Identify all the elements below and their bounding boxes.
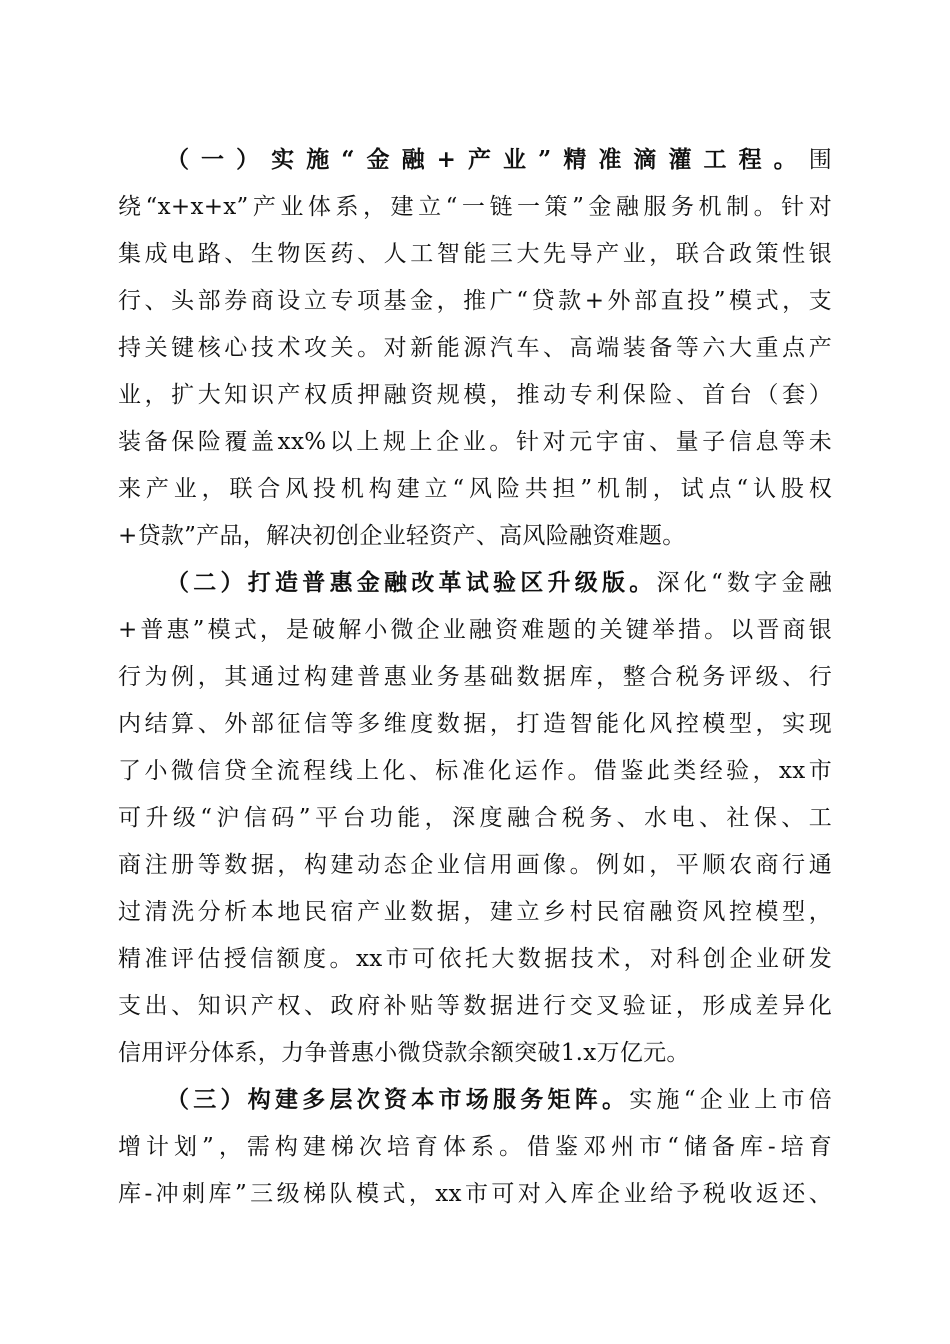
paragraph-line: 信用评分体系，力争普惠小微贷款余额突破1.x万亿元。 (118, 1040, 690, 1066)
paragraph-line: 来产业，联合风投机构建立“风险共担”机制，试点“认股权 (118, 476, 832, 502)
paragraph-line: 库-冲刺库”三级梯队模式，xx市可对入库企业给予税收返还、 (118, 1181, 832, 1207)
paragraph-line: 可升级“沪信码”平台功能，深度融合税务、水电、社保、工 (118, 805, 832, 831)
paragraph-line: 精准评估授信额度。xx市可依托大数据技术，对科创企业研发 (118, 946, 832, 972)
section-heading: （一）实施“金融+产业”精准滴灌工程。 (166, 146, 809, 173)
paragraph-line: （二）打造普惠金融改革试验区升级版。深化“数字金融 (166, 569, 832, 596)
paragraph-line: 集成电路、生物医药、人工智能三大先导产业，联合政策性银 (118, 241, 832, 267)
paragraph-line: 业，扩大知识产权质押融资规模，推动专利保险、首台（套） (118, 382, 832, 408)
paragraph-line: 内结算、外部征信等多维度数据，打造智能化风控模型，实现 (118, 711, 832, 737)
paragraph-line: 商注册等数据，构建动态企业信用画像。例如，平顺农商行通 (118, 852, 832, 878)
paragraph-line: 行、头部券商设立专项基金，推广“贷款+外部直投”模式，支 (118, 288, 832, 314)
paragraph-line: 行为例，其通过构建普惠业务基础数据库，整合税务评级、行 (118, 664, 832, 690)
section-heading: （三）构建多层次资本市场服务矩阵。 (166, 1086, 630, 1113)
paragraph-line: 了小微信贷全流程线上化、标准化运作。借鉴此类经验，xx市 (118, 758, 832, 784)
paragraph-line: 装备保险覆盖xx%以上规上企业。针对元宇宙、量子信息等未 (118, 429, 832, 455)
paragraph-line: （一）实施“金融+产业”精准滴灌工程。围 (166, 146, 832, 173)
paragraph-line: 增计划”，需构建梯次培育体系。借鉴邓州市“储备库-培育 (118, 1134, 832, 1160)
paragraph-line: +贷款”产品，解决初创企业轻资产、高风险融资难题。 (118, 523, 686, 549)
paragraph-line: 过清洗分析本地民宿产业数据，建立乡村民宿融资风控模型， (118, 899, 832, 925)
paragraph-line: 支出、知识产权、政府补贴等数据进行交叉验证，形成差异化 (118, 993, 832, 1019)
paragraph-line: （三）构建多层次资本市场服务矩阵。实施“企业上市倍 (166, 1086, 832, 1113)
section-heading: （二）打造普惠金融改革试验区升级版。 (166, 569, 657, 596)
paragraph-line: 持关键核心技术攻关。对新能源汽车、高端装备等六大重点产 (118, 335, 832, 361)
paragraph-line: +普惠”模式，是破解小微企业融资难题的关键举措。以晋商银 (118, 617, 832, 643)
paragraph-line: 绕“x+x+x”产业体系，建立“一链一策”金融服务机制。针对 (118, 194, 832, 220)
